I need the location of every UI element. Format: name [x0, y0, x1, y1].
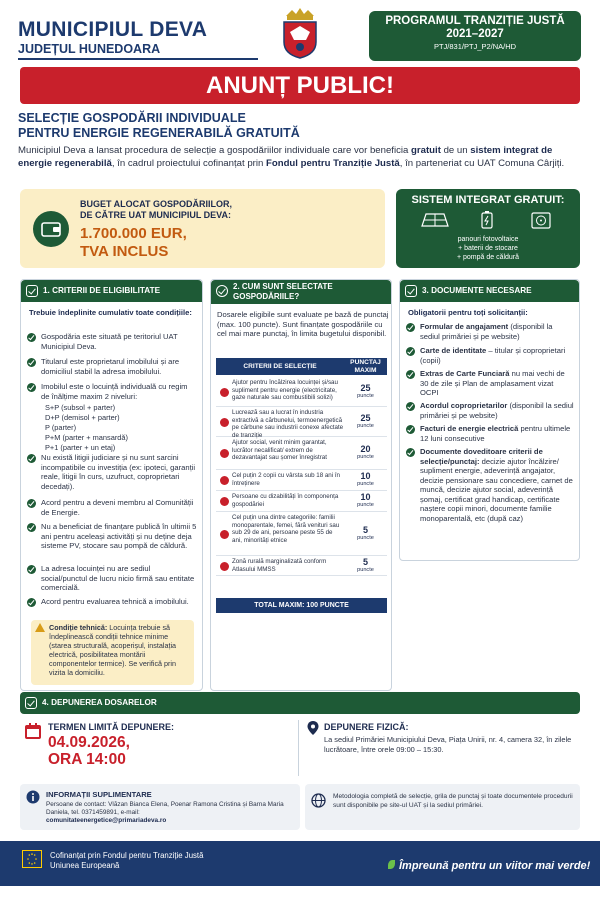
system-box: [396, 189, 580, 268]
footer-cofinancing: Cofinanțat prin Fondul pentru Tranziție Justă: [50, 851, 204, 860]
criterion-icon: [220, 562, 229, 571]
document-icon: [405, 285, 417, 297]
criterion-points: 20 puncte: [357, 444, 374, 460]
methodology-box: [305, 784, 580, 830]
technical-condition-note: Condiție tehnică: Locuința trebuie să îndeplinească condiții tehnice minime (starea structurală, acoperișul, instalația electrică, posibilitatea montării componentelor termice). Se verifică prin vizita la domiciliu.: [31, 620, 194, 685]
list-item: Acord pentru a deveni membru al Comunității de Energie.: [27, 498, 197, 517]
check-icon: [27, 383, 36, 392]
budget-label: BUGET ALOCAT GOSPODĂRIILOR,: [80, 199, 232, 209]
selection-lead: Dosarele eligibile sunt evaluate pe bază de punctaj (max. 100 puncte). Sunt finanțate gospodăriile cu cel mai mare punctaj, în limita bugetului disponibil.: [217, 310, 389, 338]
check-square-icon: [26, 285, 38, 297]
methodology-text: Metodologia completă de selecție, grila de punctaj și toate documentele procedurii sunt disponibile pe site-ul UAT și la sediul primăriei.: [333, 793, 573, 809]
sub-item: P+M (parter + mansardă): [45, 433, 128, 442]
list-item: Gospodăria este situată pe teritoriul UAT Municipiul Deva.: [27, 332, 197, 351]
table-row: [216, 437, 387, 470]
program-years: 2021–2027: [446, 28, 504, 40]
submission-section: [20, 692, 580, 780]
check-icon: [27, 598, 36, 607]
info-box: [20, 784, 300, 830]
check-icon: [406, 448, 415, 457]
question-icon: [216, 285, 228, 297]
sub-item: P+1 (parter + un etaj): [45, 443, 116, 452]
card-title: 4. DEPUNEREA DOSARELOR: [42, 698, 157, 707]
table-row: [216, 407, 387, 437]
table-row: [216, 491, 387, 512]
criterion-icon: [220, 530, 229, 539]
criterion-icon: [220, 497, 229, 506]
footer: [0, 841, 600, 886]
table-row: [216, 470, 387, 491]
criterion-points: 5 puncte: [357, 556, 374, 573]
wallet-icon: [33, 211, 69, 247]
physical-address: La sediul Primăriei Municipiului Deva, Piața Unirii, nr. 4, camera 32, în zilele lucrătoare, între orele 09:00 – 15:30.: [324, 735, 572, 754]
criterion-points: 10 puncte: [357, 471, 374, 487]
solar-panel-icon: [422, 214, 448, 226]
card-title: 2. CUM SUNT SELECTATE: [233, 282, 333, 291]
eligibility-lead: Trebuie îndeplinite cumulativ toate condițiile:: [29, 308, 192, 317]
system-item: panouri fotovoltaice: [457, 236, 519, 243]
selection-card: [210, 279, 392, 691]
criterion-text: Lucrează sau a lucrat în industria extractivă a cărbunelui, termoenergetică pe cărbune sau industrii conexe afectate de tranziție: [232, 409, 344, 439]
system-item: + pompă de căldură: [456, 254, 520, 261]
check-icon: [27, 565, 36, 574]
program-box: [369, 11, 581, 61]
deadline-hour: ORA 14:00: [48, 751, 126, 768]
eligibility-card: [20, 279, 203, 691]
list-item: Nu există litigii judiciare și nu sunt sarcini incompatibile cu investiția (ex: ipoteci, garanții reale, litigii în curs, uzufruct, coproprietari decedați).: [27, 453, 197, 491]
heat-pump-icon: [532, 213, 550, 228]
table-row: [216, 556, 387, 576]
criterion-text: Cel puțin 2 copii cu vârsta sub 18 ani în întreținere: [232, 472, 341, 487]
criterion-icon: [220, 476, 229, 485]
sub-item: D+P (demisol + parter): [45, 413, 120, 422]
check-icon: [27, 333, 36, 342]
county-subtitle: JUDEȚUL HUNEDOARA: [18, 42, 258, 60]
budget-vat: TVA INCLUS: [80, 243, 169, 260]
physical-label: DEPUNERE FIZICĂ:: [324, 722, 409, 732]
criterion-points: 5 puncte: [357, 524, 374, 541]
check-icon: [406, 347, 415, 356]
footer-eu: Uniunea Europeană: [50, 861, 120, 870]
list-item: Acord pentru evaluarea tehnică a imobilului.: [27, 597, 197, 607]
documents-card: [399, 279, 580, 561]
criterion-points: 25 puncte: [357, 412, 374, 429]
criterion-icon: [220, 449, 229, 458]
warning-icon: [35, 623, 45, 632]
check-icon: [406, 370, 415, 379]
info-icon: [26, 790, 40, 804]
check-icon: [406, 425, 415, 434]
budget-box: [20, 189, 385, 268]
calendar-icon: [24, 722, 42, 740]
eu-flag-icon: [22, 850, 42, 868]
divider: [298, 720, 299, 776]
sub-item: S+P (subsol + parter): [45, 403, 116, 412]
budget-label-2: DE CĂTRE UAT MUNICIPIUL DEVA:: [80, 210, 232, 220]
system-item: + baterii de stocare: [458, 245, 518, 252]
list-item: Titularul este proprietarul imobilului și are domiciliul stabil la adresa imobilului.: [27, 357, 197, 376]
check-icon: [27, 454, 36, 463]
sub-item: P (parter): [45, 423, 77, 432]
program-title: PROGRAMUL TRANZIȚIE JUSTĂ: [385, 15, 565, 27]
criterion-text: Cel puțin una dintre categoriile: familii monoparentale, femei, fără venituri sau sub 29 de ani, persoane peste 55 de ani, minorități etnice: [232, 514, 340, 544]
criterion-text: Ajutor pentru încălzirea locuinței și/sau supliment pentru energie (electricitate, gaze naturale sau combustibili solizi): [232, 379, 338, 402]
section-heading-2: PENTRU ENERGIE REGENERABILĂ GRATUITĂ: [18, 126, 300, 140]
documents-lead: Obligatorii pentru toți solicitanții:: [408, 308, 528, 317]
list-item: Acordul coproprietarilor (disponibil la sediul primăriei și pe website): [406, 401, 574, 420]
list-item: Facturi de energie electrică pentru ultimele 12 luni consecutive: [406, 424, 574, 443]
list-item: Documente doveditoare criterii de selecție/punctaj: decizie ajutor încălzire/ supliment energie, adeverință angajator, decizie pensionare sau concediere, carnet de muncă, decizie ajutor social, adeverință șomaj, certificat grad handicap, certificate naștere copii minori, documente familie monoparentală, etc (după caz): [406, 447, 574, 523]
battery-icon: [482, 211, 492, 228]
check-icon: [27, 499, 36, 508]
globe-icon: [311, 793, 326, 808]
table-row: [216, 377, 387, 407]
deadline-label: TERMEN LIMITĂ DEPUNERE:: [48, 722, 174, 732]
footer-slogan: Împreună pentru un viitor mai verde!: [388, 860, 590, 872]
criterion-points: 25 puncte: [357, 382, 374, 399]
criterion-points: 10 puncte: [357, 492, 374, 508]
system-title: SISTEM INTEGRAT GRATUIT:: [411, 194, 565, 206]
card-title: 1. CRITERII DE ELIGIBILITATE: [43, 286, 161, 295]
card-title-2: GOSPODĂRIILE?: [233, 292, 300, 301]
budget-amount: 1.700.000 EUR,: [80, 225, 187, 242]
criterion-text: Persoane cu dizabilități în componența gospodăriei: [232, 493, 339, 508]
section-heading-1: SELECȚIE GOSPODĂRII INDIVIDUALE: [18, 111, 246, 125]
list-item: Nu a beneficiat de finanțare publică în ultimii 5 ani pentru aceleași activități și nu deține deja sisteme PV, stocare sau pompă de căldură.: [27, 522, 197, 551]
table-header: CRITERII DE SELECȚIE PUNCTAJ MAXIM: [216, 358, 387, 375]
check-icon: [27, 358, 36, 367]
criterion-icon: [220, 418, 229, 427]
leaf-icon: [388, 860, 395, 869]
contact-persons: Persoane de contact: Vlăzan Bianca Elena, Poenar Ramona Cristina și Barna Maria: [46, 801, 284, 808]
contact-phone: Daniela, tel. 0371459891, e-mail:: [46, 809, 140, 816]
table-row: [216, 512, 387, 556]
list-item: Imobilul este o locuință individuală cu regim de înălțime maxim 2 niveluri:: [27, 382, 197, 401]
list-item: Formular de angajament (disponibil la sediul primăriei și pe website): [406, 322, 574, 341]
intro-paragraph: Municipiul Deva a lansat procedura de selecție a gospodăriilor individuale care vor beneficia gratuit de un sistem integrat de energie regenerabilă, în cadrul proiectului cofinanțat prin Fondul pentru Tranziție Justă, în parteneriat cu UAT Comuna Cârjiți.: [18, 145, 565, 169]
deadline-date: 04.09.2026,: [48, 734, 130, 751]
program-code: PTJ/831/PTJ_P2/NA/HD: [433, 42, 517, 51]
criterion-text: Zonă rurală marginalizată conform Atlasului MMSS: [232, 558, 327, 573]
public-notice-banner: ANUNȚ PUBLIC!: [20, 67, 580, 104]
criterion-text: Ajutor social, venit minim garantat, lucrător necalificat/ extrem de dezavantajat sau șomer înregistrat: [232, 439, 327, 462]
list-item: La adresa locuinței nu are sediul social/punctul de lucru nicio firmă sau entitate comercială.: [27, 564, 197, 593]
list-item: Carte de identitate – titular și coproprietari (copii): [406, 346, 574, 365]
card-title: 3. DOCUMENTE NECESARE: [422, 286, 532, 295]
total-row: TOTAL MAXIM: 100 PUNCTE: [216, 598, 387, 613]
check-icon: [27, 523, 36, 532]
contact-email-link[interactable]: comunitateenergetice@primariadeva.ro: [46, 817, 167, 824]
check-square-icon: [25, 697, 37, 709]
check-icon: [406, 402, 415, 411]
check-icon: [406, 323, 415, 332]
list-item: Extras de Carte Funciară nu mai vechi de 30 de zile și Plan de amplasament vizat OCPI: [406, 369, 574, 398]
city-crest-icon: [278, 6, 322, 60]
page-title: MUNICIPIUL DEVA: [18, 18, 208, 41]
info-title: INFORMAȚII SUPLIMENTARE: [46, 790, 152, 799]
location-pin-icon: [306, 720, 320, 736]
criterion-icon: [220, 388, 229, 397]
